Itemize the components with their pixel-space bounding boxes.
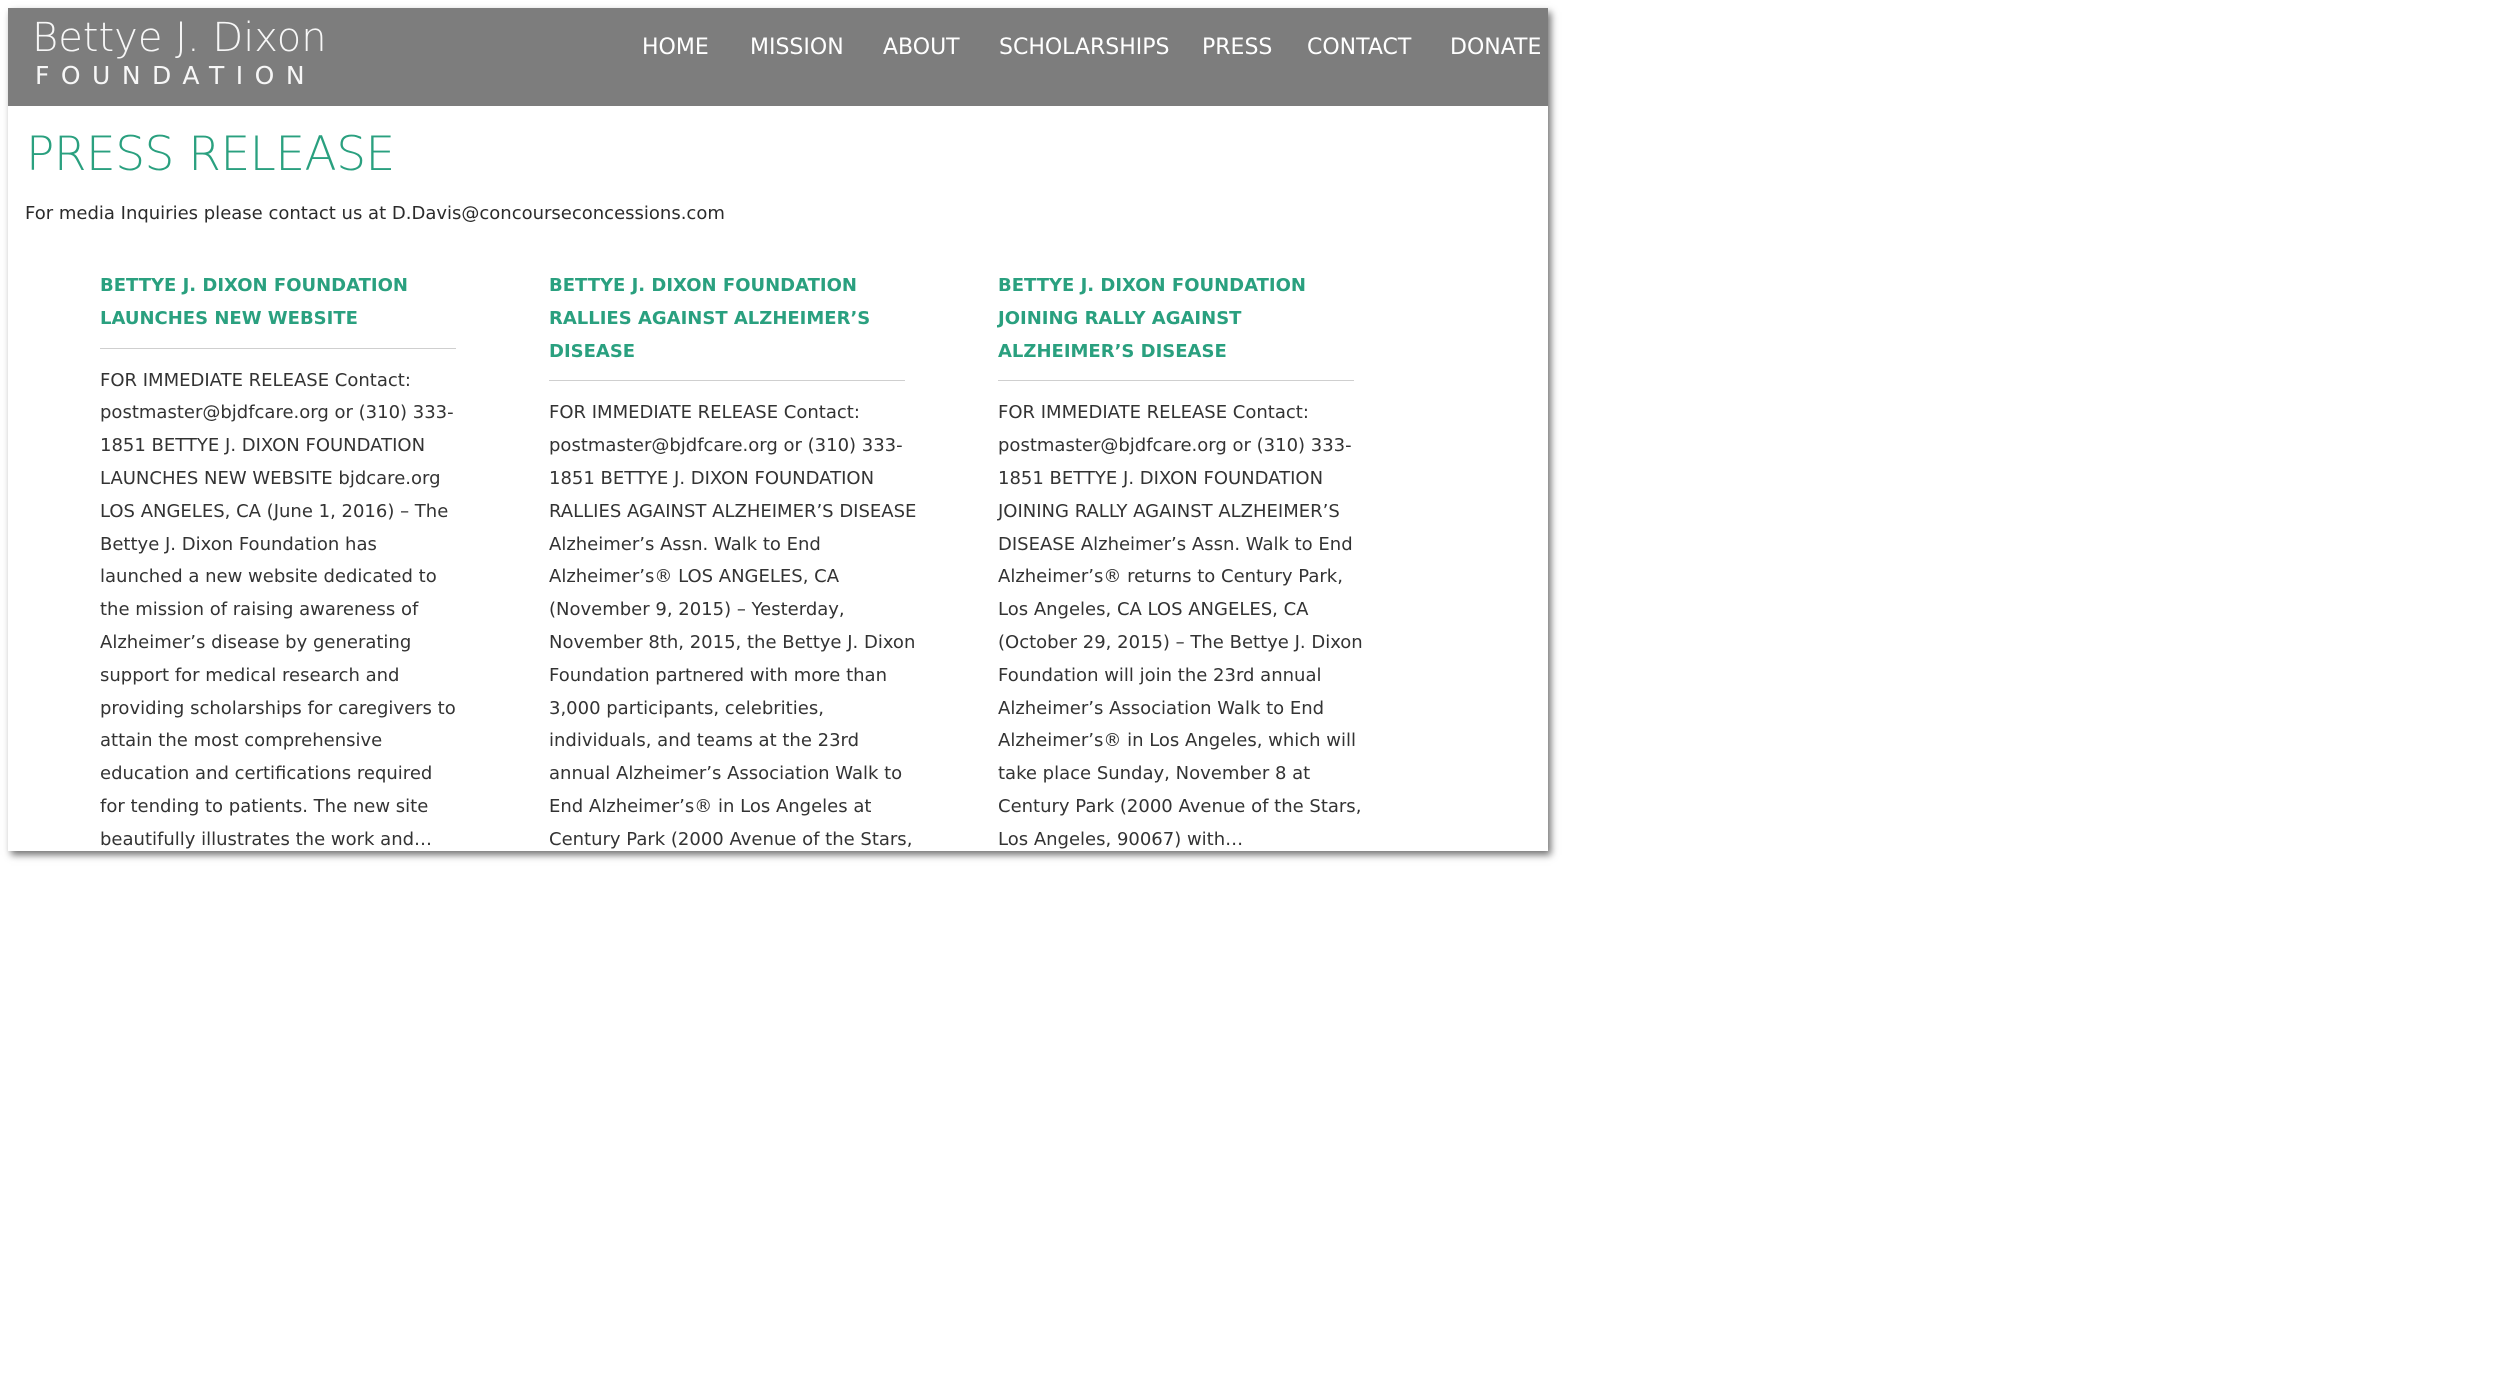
press-release-excerpt [998,397,1363,851]
press-release-title[interactable] [998,270,1354,368]
title-line: DISEASE [549,340,636,362]
excerpt-line: End Alzheimer’s® in Los Angeles at [549,795,872,817]
excerpt-line: Alzheimer’s® returns to Century Park, [998,566,1343,588]
title-line: LAUNCHES NEW WEBSITE [100,307,358,329]
press-release-card [549,270,917,851]
excerpt-line: FOR IMMEDIATE RELEASE Contact: [100,369,411,391]
press-release-title[interactable] [549,270,905,368]
logo-name: Bettye J. Dixon [32,15,327,61]
excerpt-line: postmaster@bjdfcare.org or (310) 333- [549,435,903,457]
excerpt-line: DISEASE Alzheimer’s Assn. Walk to End [998,533,1353,555]
excerpt-line: JOINING RALLY AGAINST ALZHEIMER’S [998,500,1340,522]
nav-home[interactable]: HOME [642,35,709,60]
press-release-excerpt [100,365,456,851]
page-title: PRESS RELEASE [26,127,395,182]
excerpt-line: support for medical research and [100,664,400,686]
title-line: JOINING RALLY AGAINST [998,307,1242,329]
press-release-excerpt [549,397,917,851]
media-inquiries-text [25,202,725,226]
excerpt-line: for tending to patients. The new site [100,795,429,817]
press-release-card [100,270,456,851]
excerpt-line: education and certifications required [100,763,433,785]
excerpt-line: Bettye J. Dixon Foundation has [100,533,377,555]
title-line: ALZHEIMER’S DISEASE [998,340,1227,362]
press-release-title[interactable] [100,270,456,336]
excerpt-line: Alzheimer’s Association Walk to End [998,697,1325,719]
site-logo[interactable] [32,14,327,90]
excerpt-line: Alzheimer’s® in Los Angeles, which will [998,730,1357,752]
excerpt-line: the mission of raising awareness of [100,599,419,621]
divider [998,380,1354,381]
nav-scholarships[interactable]: SCHOLARSHIPS [999,35,1170,60]
title-line: BETTYE J. DIXON FOUNDATION [100,275,408,296]
site-header [8,8,1548,106]
excerpt-line: Foundation will join the 23rd annual [998,664,1322,686]
excerpt-line: postmaster@bjdfcare.org or (310) 333- [100,402,454,424]
excerpt-line: Alzheimer’s disease by generating [100,631,412,653]
excerpt-line: 1851 BETTYE J. DIXON FOUNDATION [549,467,875,489]
excerpt-line: take place Sunday, November 8 at [998,763,1311,785]
excerpt-line: individuals, and teams at the 23rd [549,730,860,752]
nav-about[interactable]: ABOUT [883,35,960,60]
excerpt-line: LOS ANGELES, CA (June 1, 2016) – The [100,500,449,522]
excerpt-line: (November 9, 2015) – Yesterday, [549,599,845,621]
excerpt-line: Century Park (2000 Avenue of the Stars, [998,795,1362,817]
excerpt-line: 3,000 participants, celebrities, [549,697,824,719]
excerpt-line: Los Angeles, 90067) with… [998,828,1244,850]
browser-page [8,8,1548,851]
excerpt-line: annual Alzheimer’s Association Walk to [549,763,903,785]
nav-contact[interactable]: CONTACT [1307,35,1412,60]
press-release-card [998,270,1363,851]
excerpt-line: postmaster@bjdfcare.org or (310) 333- [998,435,1352,457]
excerpt-line: beautifully illustrates the work and… [100,828,433,850]
excerpt-line: RALLIES AGAINST ALZHEIMER’S DISEASE [549,500,917,522]
excerpt-line: FOR IMMEDIATE RELEASE Contact: [998,402,1309,424]
excerpt-line: Foundation partnered with more than [549,664,887,686]
intro-text: For media Inquiries please contact us at [25,203,392,224]
excerpt-line: Alzheimer’s® LOS ANGELES, CA [549,566,840,588]
nav-donate[interactable]: DONATE [1450,35,1542,60]
nav-mission[interactable]: MISSION [750,35,844,60]
excerpt-line: 1851 BETTYE J. DIXON FOUNDATION [998,467,1324,489]
excerpt-line: FOR IMMEDIATE RELEASE Contact: [549,402,860,424]
excerpt-line: launched a new website dedicated to [100,566,437,588]
divider [549,380,905,381]
excerpt-line: Alzheimer’s Assn. Walk to End [549,533,821,555]
media-email-link[interactable]: D.Davis@concourseconcessions.com [391,203,725,224]
excerpt-line: providing scholarships for caregivers to [100,697,456,719]
excerpt-line: November 8th, 2015, the Bettye J. Dixon [549,631,916,653]
title-line: BETTYE J. DIXON FOUNDATION [998,275,1306,296]
excerpt-line: (October 29, 2015) – The Bettye J. Dixon [998,631,1363,653]
excerpt-line: 1851 BETTYE J. DIXON FOUNDATION [100,435,426,457]
nav-press[interactable]: PRESS [1202,35,1273,60]
excerpt-line: Los Angeles, CA LOS ANGELES, CA [998,599,1309,621]
excerpt-line: attain the most comprehensive [100,730,383,752]
excerpt-line: Century Park (2000 Avenue of the Stars, [549,828,913,850]
logo-subtitle: FOUNDATION [35,61,317,90]
excerpt-line: LAUNCHES NEW WEBSITE bjdcare.org [100,467,441,489]
title-line: BETTYE J. DIXON FOUNDATION [549,275,857,296]
title-line: RALLIES AGAINST ALZHEIMER’S [549,307,871,329]
divider [100,348,456,349]
